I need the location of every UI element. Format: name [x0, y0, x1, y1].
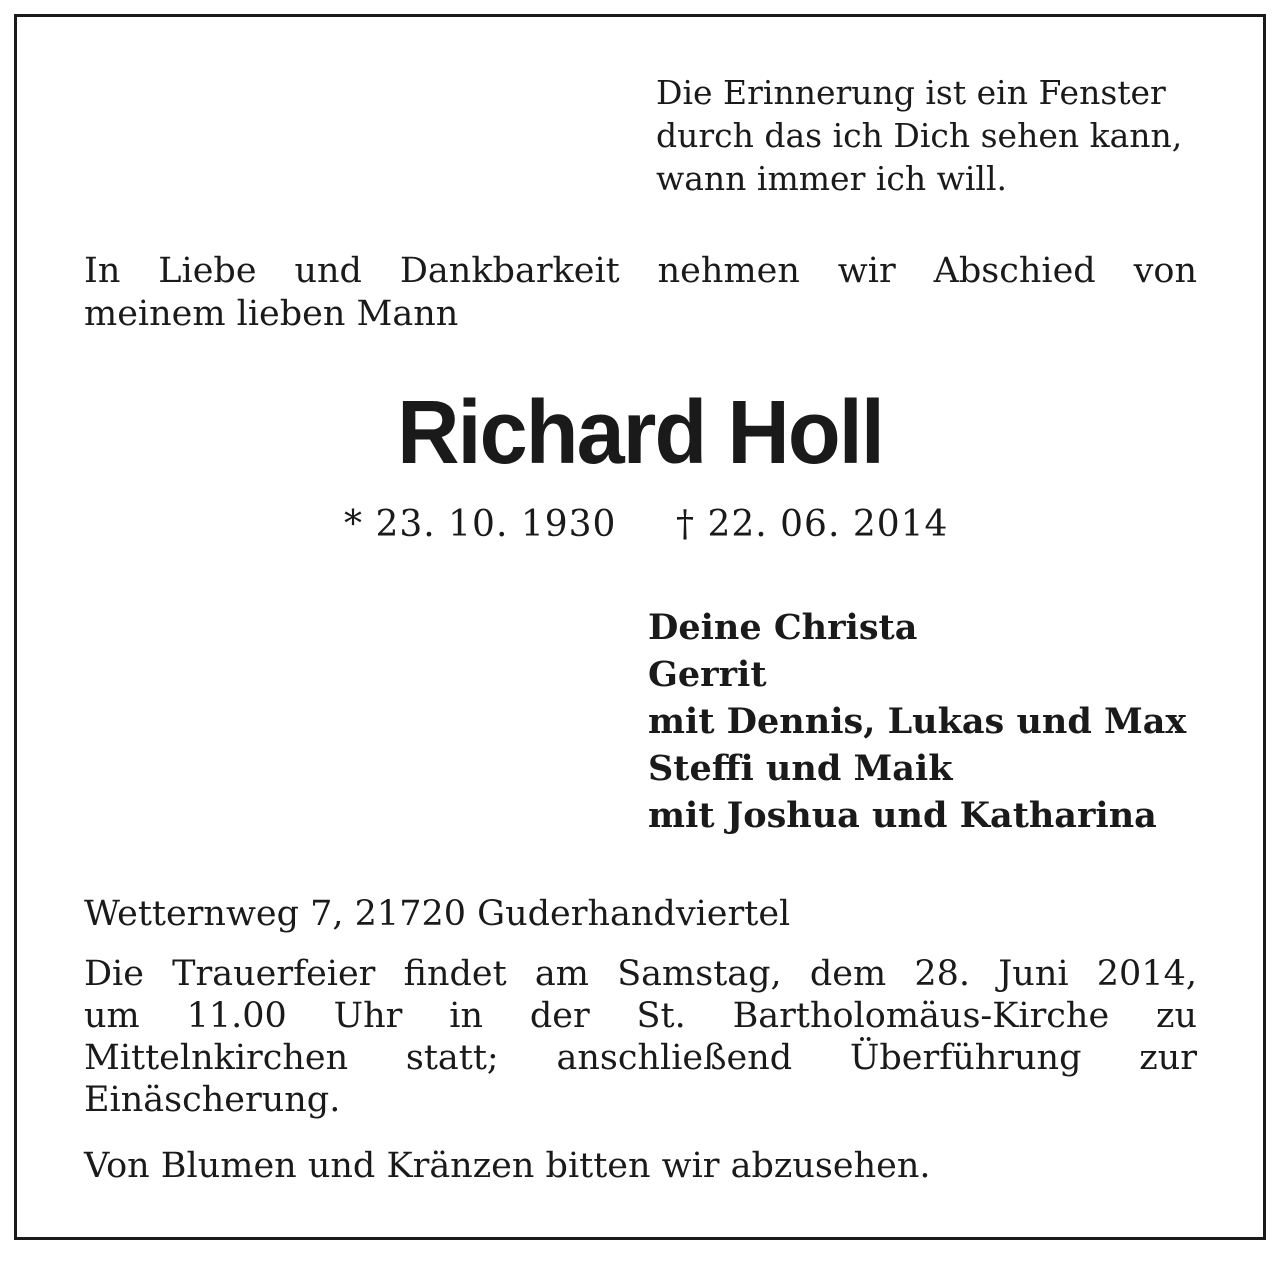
quote-line: durch das ich Dich sehen kann,	[656, 116, 1183, 155]
quote-line: wann immer ich will.	[656, 159, 1008, 198]
quote-line: Die Erinnerung ist ein Fenster	[656, 73, 1166, 112]
death-date: † 22. 06. 2014	[676, 504, 949, 545]
mourner-line: Steffi und Maik	[648, 748, 953, 789]
ceremony-text	[84, 953, 1197, 1121]
intro-line: In Liebe und Dankbarkeit nehmen wir Abschied von	[84, 251, 1197, 291]
mourner-line: Gerrit	[648, 654, 767, 695]
intro-line: meinem lieben Mann	[84, 294, 459, 334]
deceased-name: Richard Holl	[397, 383, 883, 483]
ceremony-line: Die Trauerfeier findet am Samstag, dem 28. Juni 2014,	[84, 954, 1197, 994]
memorial-quote	[656, 71, 1182, 200]
ceremony-line: Mittelnkirchen statt; anschließend Überführung zur	[84, 1038, 1197, 1078]
mourner-line: Deine Christa	[648, 607, 918, 648]
ceremony-line: Einäscherung.	[84, 1080, 341, 1120]
birth-date: * 23. 10. 1930	[344, 504, 617, 545]
mourners-list	[648, 604, 1186, 839]
address: Wetternweg 7, 21720 Guderhandviertel	[84, 894, 791, 934]
closing-note: Von Blumen und Kränzen bitten wir abzusehen.	[84, 1146, 931, 1186]
mourner-line: mit Dennis, Lukas und Max	[648, 701, 1187, 742]
ceremony-line: um 11.00 Uhr in der St. Bartholomäus-Kirche zu	[84, 996, 1197, 1036]
intro-text	[84, 250, 1197, 336]
mourner-line: mit Joshua und Katharina	[648, 795, 1157, 836]
